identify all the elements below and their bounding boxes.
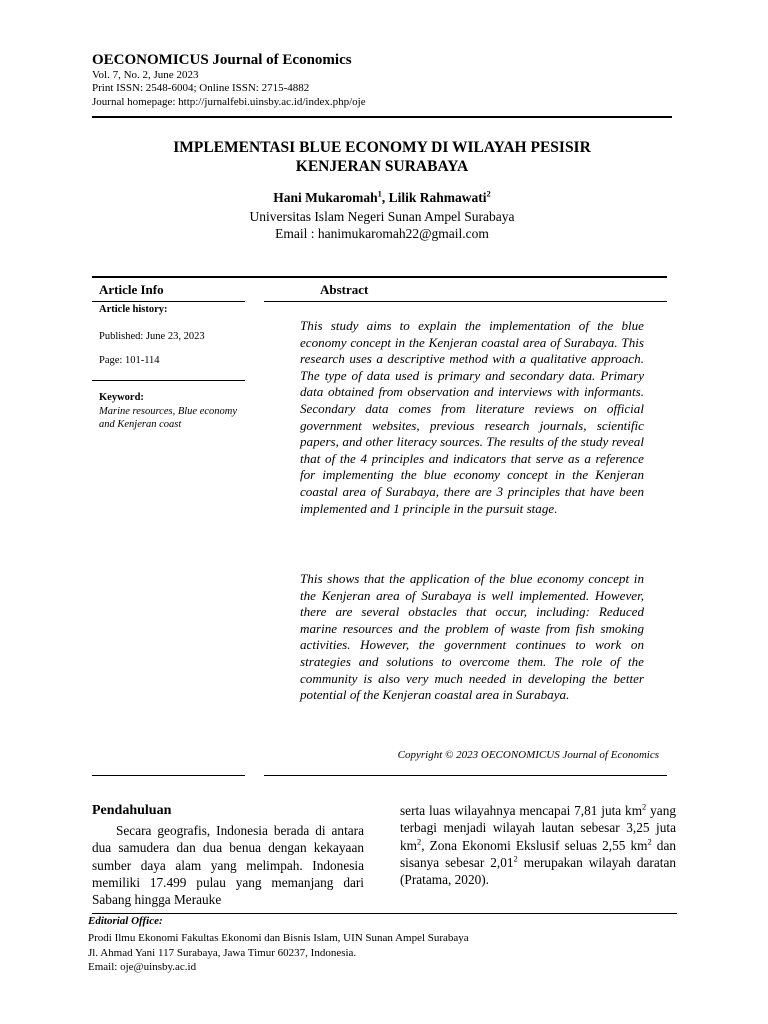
abstract-rule — [264, 301, 667, 302]
intro-heading: Pendahuluan — [92, 803, 172, 818]
superscript: 2 — [642, 801, 647, 812]
author-email[interactable]: Email : hanimukaromah22@gmail.com — [275, 226, 489, 241]
author-separator: , — [381, 190, 389, 205]
info-box-bottom-rule-left — [92, 775, 245, 776]
keyword-rule — [92, 380, 245, 381]
intro-col2-text-a: serta luas wilayahnya mencapai 7,81 juta km — [400, 803, 643, 818]
superscript: 2 — [513, 853, 518, 864]
keyword-list: Marine resources, Blue economy and Kenjeran coast — [99, 406, 238, 430]
journal-volume: Vol. 7, No. 2, June 2023 — [92, 69, 199, 81]
superscript: 2 — [417, 836, 422, 847]
info-box-top-rule — [92, 276, 667, 278]
info-box-bottom-rule-right — [264, 775, 667, 776]
intro-col2-text-c: , Zona Ekonomi Ekslusif seluas 2,55 km — [421, 837, 648, 853]
abstract-paragraph-1: This study aims to explain the implementation of the blue economy concept in the Kenjeran coastal area of Surabaya. This research uses a descriptive method with a qualitative approach. The type of data used is primary and secondary data. Primary data obtained from observation and interviews with informants. Secondary data comes from literature reviews on official government websites, previous research journals, scientific papers, and other literacy sources. The results of the study reveal that of the 4 principles and indicators that serve as a reference for implementing the blue economy concept in the Kenjeran coastal area of Surabaya, there are 3 principles that have been implemented and 1 principle in the pursuit stage. — [300, 318, 644, 516]
author-2-affil-mark: 2 — [486, 188, 491, 199]
published-date: Published: June 23, 2023 — [99, 331, 205, 342]
journal-name: OECONOMICUS Journal of Economics — [92, 52, 352, 68]
author-1: Hani Mukaromah — [273, 190, 378, 205]
keyword-label: Keyword: — [99, 392, 144, 403]
author-2: Lilik Rahmawati — [388, 190, 487, 205]
intro-col2-text-d: dan sisanya sebesar 2,01 — [400, 837, 676, 870]
affiliation: Universitas Islam Negeri Sunan Ampel Surabaya — [249, 209, 515, 224]
superscript: 2 — [647, 836, 652, 847]
abstract-paragraph-2: This shows that the application of the blue economy concept in the Kenjeran area of Surabaya is well implemented. However, there are several obstacles that occur, including: Reduced marine resources and the problem of waste from fish smoking activities. However, the government continues to work on strategies and solutions to overcome them. The role of the community is also very much needed in developing the better potential of the Kenjeran coastal area in Surabaya. — [300, 571, 644, 703]
article-info-heading: Article Info — [99, 282, 164, 297]
paper-title-line2: KENJERAN SURABAYA — [295, 158, 469, 175]
header-divider — [92, 116, 672, 118]
footer-divider — [92, 913, 677, 914]
editorial-office-email[interactable]: Email: oje@uinsby.ac.id — [88, 961, 197, 973]
intro-column-1: Secara geografis, Indonesia berada di antara dua samudera dan dua benua dengan kekayaan sumber daya alam yang melimpah. Indonesia memiliki 17.499 pulau yang memanjang dari Sabang hingga Merauke — [92, 823, 364, 908]
editorial-office-address: Jl. Ahmad Yani 117 Surabaya, Jawa Timur 60237, Indonesia. — [88, 947, 357, 959]
intro-col2-text-b: yang terbagi menjadi wilayah lautan sebesar 3,25 juta km — [400, 803, 676, 853]
intro-column-2 — [400, 802, 676, 888]
journal-homepage[interactable]: Journal homepage: http://jurnalfebi.uinsby.ac.id/index.php/oje — [92, 96, 366, 108]
paper-authors — [92, 190, 672, 206]
abstract-heading: Abstract — [320, 282, 369, 297]
journal-issn: Print ISSN: 2548-6004; Online ISSN: 2715-4882 — [92, 82, 310, 94]
intro-col2-text-e: merupakan wilayah daratan (Pratama, 2020). — [400, 854, 676, 888]
copyright-notice: Copyright © 2023 OECONOMICUS Journal of Economics — [397, 749, 659, 761]
article-info-rule — [92, 301, 245, 302]
page-range: Page: 101-114 — [99, 355, 160, 366]
paper-title-line1: IMPLEMENTASI BLUE ECONOMY DI WILAYAH PESISIR — [173, 139, 591, 156]
editorial-office-line1: Prodi Ilmu Ekonomi Fakultas Ekonomi dan Bisnis Islam, UIN Sunan Ampel Surabaya — [88, 932, 469, 944]
editorial-office-label: Editorial Office: — [88, 915, 163, 927]
paper-title — [92, 138, 672, 176]
author-1-affil-mark: 1 — [377, 188, 382, 199]
article-history-label: Article history: — [99, 304, 168, 315]
